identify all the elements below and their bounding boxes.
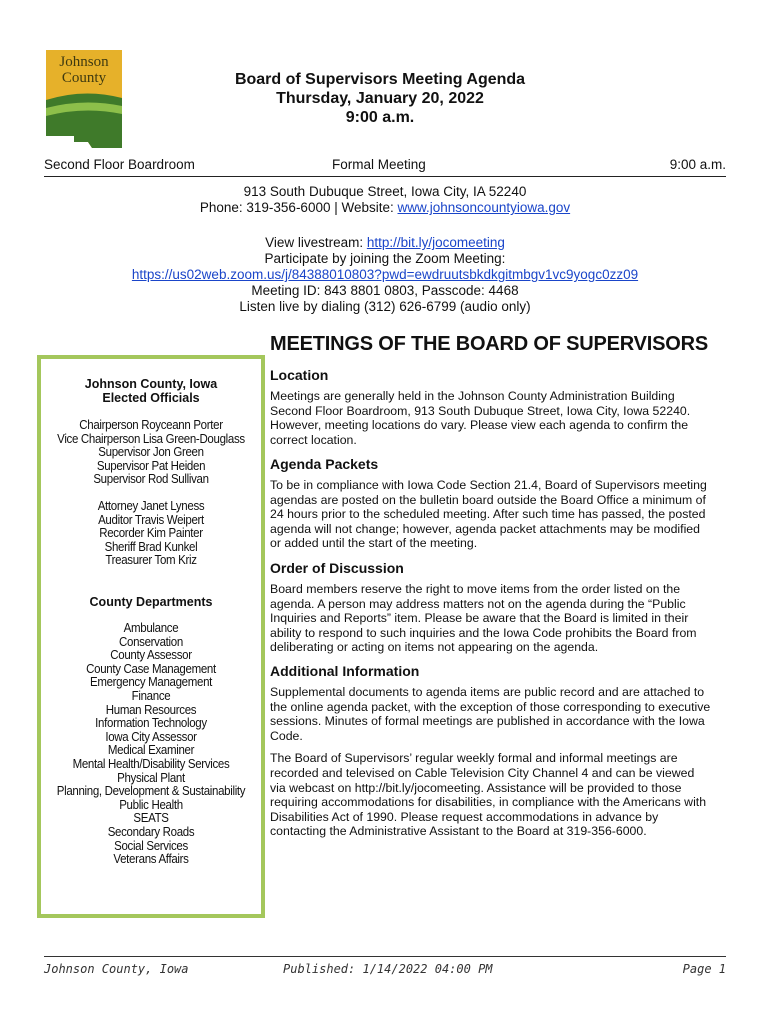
livestream-link[interactable]: http://bit.ly/jocomeeting — [366, 235, 505, 250]
body-line: Supplemental documents to agenda items are public record and are attached to — [270, 685, 705, 699]
livestream-block — [44, 235, 726, 315]
section-heading: Location — [270, 367, 329, 383]
street-address: 913 South Dubuque Street, Iowa City, IA 52240 — [243, 184, 527, 199]
body-line: Meetings are generally held in the Johnson County Administration Building — [270, 389, 675, 403]
meeting-time: 9:00 a.m. — [669, 157, 726, 172]
department-item: Mental Health/Disability Services — [72, 756, 230, 771]
body-line: Code. — [270, 728, 303, 743]
elected-officials-block — [41, 377, 261, 568]
section-location — [270, 367, 726, 447]
sidebar-heading-county: Johnson County, Iowa — [84, 377, 218, 391]
body-line: ability to respond to such inquiries and the Iowa Code prohibits the Board from — [270, 625, 697, 640]
department-item: Secondary Roads — [107, 824, 195, 839]
meeting-meta-row — [44, 157, 726, 177]
sidebar-officer: Recorder Kim Painter — [99, 526, 203, 541]
sidebar-panel — [37, 355, 265, 918]
svg-text:Johnson: Johnson — [59, 54, 109, 70]
body-line: contacting the Administrative Assistant to the Board at 319-356-6000. — [270, 824, 647, 839]
department-item: Human Resources — [105, 702, 197, 717]
meeting-type: Formal Meeting — [332, 157, 426, 172]
agenda-header — [150, 70, 610, 127]
body-line: agenda. A person may address matters not on the agenda during the “Public — [270, 596, 686, 611]
dial-in: Listen live by dialing (312) 626-6799 (audio only) — [239, 299, 531, 314]
body-line: deliberating or acting on items not appearing on the agenda. — [270, 640, 599, 655]
section-body-2 — [270, 751, 726, 839]
section-body — [270, 582, 726, 655]
department-item: Ambulance — [123, 621, 179, 635]
website-link[interactable]: www.johnsoncountyiowa.gov — [397, 200, 571, 215]
agenda-time: 9:00 a.m. — [345, 109, 415, 126]
body-line: To be in compliance with Iowa Code Section 21.4, Board of Supervisors meeting — [270, 478, 707, 492]
department-item: Veterans Affairs — [113, 852, 189, 867]
body-line: sessions. Minutes of formal meetings are published in accordance with the Iowa — [270, 714, 705, 729]
department-item: Social Services — [114, 838, 188, 853]
body-line: Board members reserve the right to move items from the order listed on the — [270, 582, 681, 596]
body-line: However, meeting locations do vary. Please view each agenda to confirm the — [270, 418, 689, 433]
footer-published: Published: 1/14/2022 04:00 PM — [283, 962, 493, 976]
phone-website-line — [44, 200, 726, 216]
body-line: correct location. — [270, 432, 357, 447]
zoom-link-line — [44, 267, 726, 283]
section-additional-information — [270, 663, 726, 839]
livestream-line — [44, 235, 726, 251]
body-line: 24 hours prior to the scheduled meeting. After such time has passed, the posted — [270, 507, 706, 522]
department-item: County Case Management — [86, 661, 216, 676]
department-item: Physical Plant — [117, 770, 185, 785]
body-line: or added until the start of the meeting. — [270, 536, 478, 551]
department-item: Medical Examiner — [107, 743, 195, 758]
sidebar-official: Supervisor Jon Green — [98, 445, 204, 460]
sidebar-heading-elected: Elected Officials — [102, 391, 200, 405]
department-item: Emergency Management — [89, 675, 213, 690]
section-order-of-discussion — [270, 560, 726, 655]
department-item: Conservation — [119, 634, 183, 649]
body-line: via webcast on http://bit.ly/jocomeeting. Assistance will be provided to those — [270, 780, 682, 795]
sidebar-officer: Sheriff Brad Kunkel — [104, 539, 198, 554]
footer-page-number: Page 1 — [682, 962, 726, 976]
meeting-location: Second Floor Boardroom — [44, 157, 195, 172]
zoom-link[interactable]: https://us02web.zoom.us/j/84388010803?pwd=ewdruutsbkdkgitmbgv1vc9yogc0zz09 — [131, 267, 639, 282]
section-body — [270, 389, 726, 447]
department-item: Finance — [131, 688, 171, 703]
departments-block — [41, 595, 261, 867]
department-item: SEATS — [133, 811, 169, 826]
department-item: Information Technology — [95, 716, 207, 731]
sidebar-official: Chairperson Royceann Porter — [79, 418, 223, 432]
footer-divider — [44, 956, 726, 957]
section-main-title: MEETINGS OF THE BOARD OF SUPERVISORS — [270, 333, 709, 355]
sidebar-officer: Auditor Travis Weipert — [98, 512, 204, 527]
header-divider — [44, 176, 726, 177]
body-line: recorded and televised on Cable Television City Channel 4 and can be viewed — [270, 765, 695, 780]
section-heading: Additional Information — [270, 663, 420, 679]
footer-county: Johnson County, Iowa — [44, 962, 189, 976]
sidebar-heading-departments: County Departments — [89, 595, 213, 609]
agenda-date: Thursday, January 20, 2022 — [276, 90, 484, 107]
address-block — [44, 184, 726, 216]
section-body — [270, 478, 726, 551]
body-line: agenda will not change; however, agenda packet attachments may be modified — [270, 521, 700, 536]
svg-text:County: County — [61, 70, 107, 86]
sidebar-official: Supervisor Pat Heiden — [96, 458, 206, 473]
body-line: Second Floor Boardroom, 913 South Dubuque Street, Iowa City, Iowa 52240. — [270, 403, 691, 418]
body-line: Inquiries and Reports” item. Please be aware that the Board is limited in their — [270, 611, 689, 626]
sidebar-official: Supervisor Rod Sullivan — [93, 472, 209, 487]
department-item: Iowa City Assessor — [105, 729, 197, 744]
body-line: Disabilities Act of 1990. Please request accommodations in advance by — [270, 809, 659, 824]
section-body — [270, 685, 726, 743]
department-item: County Assessor — [110, 648, 192, 663]
sidebar-officer: Treasurer Tom Kriz — [105, 553, 197, 568]
section-agenda-packets — [270, 456, 726, 551]
section-heading: Order of Discussion — [270, 560, 404, 576]
sidebar-officer: Attorney Janet Lyness — [97, 498, 205, 513]
section-heading: Agenda Packets — [270, 456, 379, 472]
agenda-title: Board of Supervisors Meeting Agenda — [234, 71, 526, 88]
phone-text: Phone: 319-356-6000 | Website: — [199, 200, 398, 215]
body-line: agendas are posted on the bulletin board outside the Board Office a minimum of — [270, 492, 706, 507]
body-line: requiring accommodations for disabilities, in compliance with the Americans with — [270, 795, 707, 810]
livestream-label: View livestream: — [265, 235, 367, 250]
sidebar-official: Vice Chairperson Lisa Green-Douglass — [57, 431, 245, 446]
zoom-label: Participate by joining the Zoom Meeting: — [264, 251, 506, 266]
meeting-id: Meeting ID: 843 8801 0803, Passcode: 4468 — [251, 283, 519, 298]
department-item: Public Health — [119, 797, 183, 812]
body-line: The Board of Supervisors’ regular weekly formal and informal meetings are — [270, 751, 678, 766]
department-item: Planning, Development & Sustainability — [56, 784, 246, 799]
body-line: the online agenda packet, with the exception of those corresponding to executive — [270, 699, 711, 714]
johnson-county-logo — [44, 48, 124, 152]
